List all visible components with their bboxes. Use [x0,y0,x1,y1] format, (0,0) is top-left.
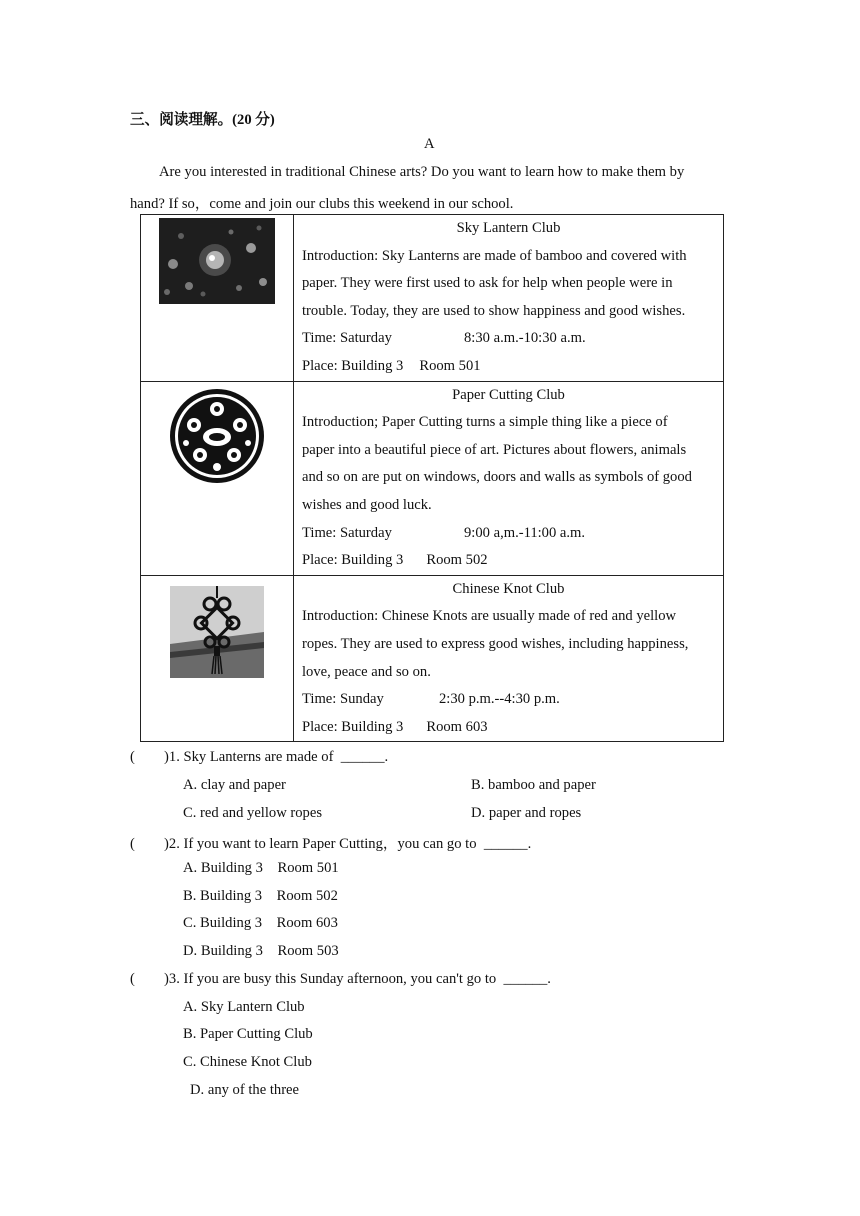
clubs-table [140,214,724,742]
club-info-cell [294,575,724,742]
question-3-option-a[interactable]: A. Sky Lantern Club [183,999,305,1015]
club-time-label: Time: Saturday [302,330,392,347]
club-place-label: Place: Building 3 [302,357,404,374]
club-intro-line: paper. They were first used to ask for help when people were in [302,275,673,292]
club-place [302,547,715,575]
passage-label: A [424,136,435,152]
club-place-room: Room 603 [426,718,488,735]
club-intro-line: Introduction: Sky Lanterns are made of bamboo and covered with [302,247,687,264]
club-place [302,714,715,742]
question-1-option-b[interactable]: B. bamboo and paper [471,777,596,793]
sky-lantern-photo [159,218,275,304]
club-place [302,353,715,381]
club-info-cell [294,381,724,575]
club-place-label: Place: Building 3 [302,552,404,569]
club-time-label: Time: Saturday [302,524,392,541]
club-time [302,520,715,548]
club-row-paper-cutting [141,381,724,575]
question-3-option-b[interactable]: B. Paper Cutting Club [183,1026,313,1042]
question-3-option-c[interactable]: C. Chinese Knot Club [183,1054,312,1070]
club-image-cell [141,215,294,382]
club-time-label: Time: Sunday [302,691,384,708]
club-time-value: 8:30 a.m.-10:30 a.m. [464,330,586,347]
club-info-cell [294,215,724,382]
club-intro-line: trouble. Today, they are used to show happiness and good wishes. [302,302,686,319]
club-intro-line: and so on are put on windows, doors and walls as symbols of good [302,469,692,486]
club-intro-line: ropes. They are used to express good wishes, including happiness, [302,635,689,652]
question-2-option-b[interactable]: B. Building 3 Room 502 [183,888,338,904]
question-2-option-a[interactable]: A. Building 3 Room 501 [183,860,339,876]
club-time-value: 2:30 p.m.--4:30 p.m. [439,691,560,708]
club-image-cell [141,381,294,575]
intro-line-2: hand? If so，come and join our clubs this weekend in our school. [130,196,514,212]
question-1-option-c[interactable]: C. red and yellow ropes [183,805,323,821]
club-time [302,325,715,353]
question-3-stem: ( )3. If you are busy this Sunday afternoon, you can't go to ______. [130,971,551,987]
question-2-stem: ( )2. If you want to learn Paper Cutting，you can go to ______. [130,836,532,852]
intro-line-1: Are you interested in traditional Chinese arts? Do you want to learn how to make them by [159,164,685,180]
question-3-option-d[interactable]: D. any of the three [190,1082,300,1098]
club-intro-line: Introduction; Paper Cutting turns a simple thing like a piece of [302,414,668,431]
club-name: Sky Lantern Club [456,220,561,236]
club-time [302,686,715,714]
club-intro-line: Introduction: Chinese Knots are usually made of red and yellow [302,608,677,625]
club-name: Paper Cutting Club [452,386,565,403]
question-1-option-a[interactable]: A. clay and paper [183,777,286,793]
club-row-sky-lantern [141,215,724,382]
question-1-stem: ( )1. Sky Lanterns are made of ______. [130,749,389,765]
club-intro-line: love, peace and so on. [302,663,431,680]
club-intro-line: wishes and good luck. [302,496,432,513]
club-place-label: Place: Building 3 [302,718,404,735]
chinese-knot-photo [170,586,264,678]
section-heading: 三、阅读理解。(20 分) [130,112,275,128]
club-place-room: Room 501 [419,357,481,374]
club-row-chinese-knot [141,575,724,742]
paper-cutting-photo [168,387,266,485]
club-time-value: 9:00 a,m.-11:00 a.m. [464,524,586,541]
question-2-option-d[interactable]: D. Building 3 Room 503 [183,943,339,959]
club-name: Chinese Knot Club [452,580,565,597]
club-place-room: Room 502 [426,552,488,569]
question-2-option-c[interactable]: C. Building 3 Room 603 [183,915,338,931]
club-intro-line: paper into a beautiful piece of art. Pictures about flowers, animals [302,441,687,458]
club-image-cell [141,575,294,742]
question-1-option-d[interactable]: D. paper and ropes [471,805,582,821]
